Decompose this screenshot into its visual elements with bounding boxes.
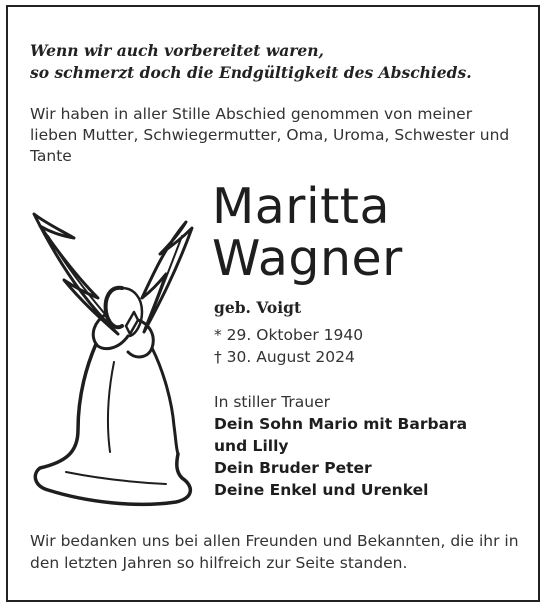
mourning-lead: In stiller Trauer: [214, 393, 331, 411]
motto-line-2: so schmerzt doch die Endgültigkeit des Abschieds.: [30, 63, 472, 82]
deceased-name: [212, 178, 403, 287]
mourner-line: Dein Sohn Mario mit Barbara: [214, 415, 468, 433]
life-dates: [214, 324, 363, 368]
intro-text: Wir haben in aller Stille Abschied genommen von meiner lieben Mutter, Schwiegermutter, Oma, Uroma, Schwester und Tante: [30, 105, 510, 165]
maiden-name: geb. Voigt: [214, 298, 302, 317]
mourner-line: und Lilly: [214, 437, 289, 455]
motto-line-1: Wenn wir auch vorbereitet waren,: [30, 41, 324, 60]
last-name: Wagner: [212, 230, 403, 287]
mourners-block: [214, 391, 467, 501]
first-name: Maritta: [212, 178, 391, 235]
motto-verse: [30, 40, 472, 84]
birth-date: * 29. Oktober 1940: [214, 326, 364, 344]
mourner-line: Deine Enkel und Urenkel: [214, 481, 429, 499]
mourner-line: Dein Bruder Peter: [214, 459, 372, 477]
death-date: † 30. August 2024: [214, 348, 355, 366]
thanks-text: Wir bedanken uns bei allen Freunden und Bekannten, die ihr in den letzten Jahren so hilfreich zur Seite standen.: [30, 532, 519, 572]
praying-angel-icon: [26, 202, 196, 530]
